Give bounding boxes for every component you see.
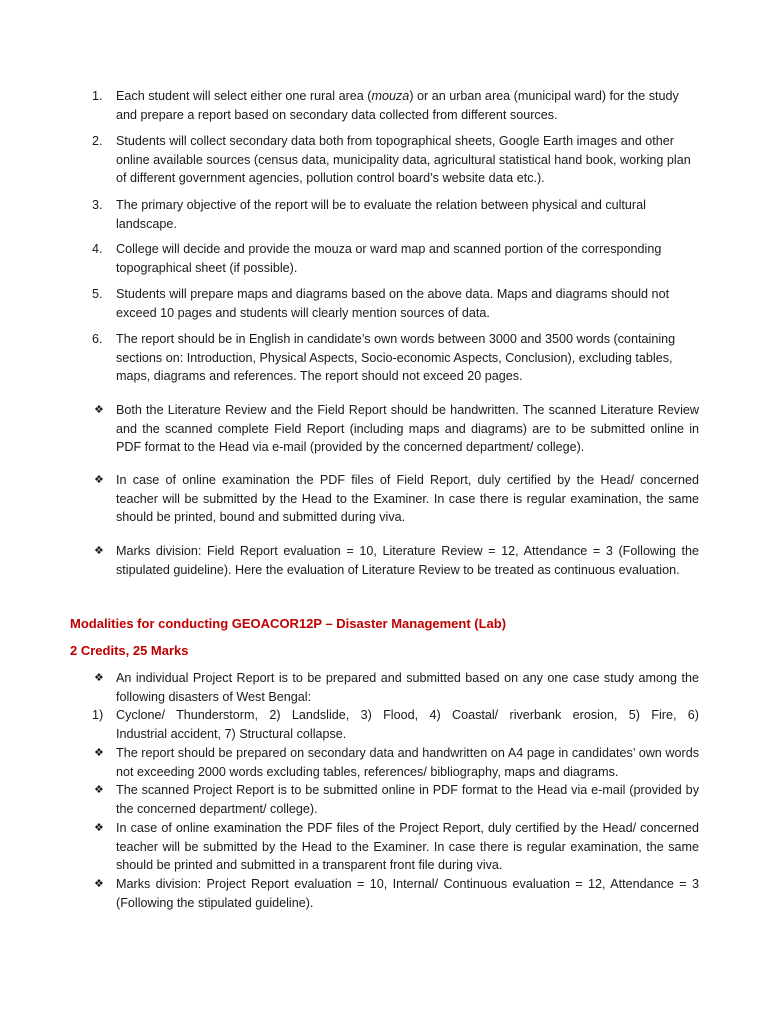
bullet-item-marks-division-project	[94, 875, 699, 912]
bullet-text: The report should be prepared on secondary data and handwritten on A4 page in candidates’ own words not exceeding 2000 words excluding tables, references/ bibliography, maps and diagrams.	[116, 746, 699, 779]
diamond-bullet-icon: ❖	[94, 672, 104, 684]
credits-heading: 2 Credits, 25 Marks	[70, 643, 189, 658]
bullet-text: An individual Project Report is to be prepared and submitted based on any one case study among the following disasters of West Bengal:	[116, 671, 699, 704]
disaster-list-line: Industrial accident, 7) Structural collapse.	[116, 726, 347, 741]
diamond-bullet-icon: ❖	[94, 545, 104, 557]
item-number: 1.	[92, 89, 103, 103]
bullet-text: In case of online examination the PDF files of the Project Report, duly certified by the Head/ concerned teacher will be submitted by the Head to the Examiner. In case there is regular examination, the same should be printed and submitted in a transparent front file during viva.	[116, 821, 699, 873]
list-number: 1)	[92, 708, 104, 722]
item-number: 4.	[92, 242, 103, 256]
item-number: 6.	[92, 332, 103, 346]
numbered-item-2	[92, 132, 698, 188]
bullet-item-secondary-data	[94, 744, 699, 781]
numbered-item-1: 1. Each student will select either one rural area (mouza) or an urban area (municipal ward) for the study and prepare a report based on secondary data collected from different sources.	[92, 89, 679, 122]
bullet-text: Marks division: Project Report evaluation = 10, Internal/ Continuous evaluation = 12, Attendance = 3 (Following the stipulated guideline).	[116, 877, 699, 910]
item-text: Students will prepare maps and diagrams based on the above data. Maps and diagrams should not exceed 10 pages and students will clearly mention sources of data.	[116, 287, 670, 320]
item-text: College will decide and provide the mouza or ward map and scanned portion of the corresponding topographical sheet (if possible).	[116, 242, 662, 275]
item-number: 5.	[92, 287, 103, 301]
item-text: The report should be in English in candidate’s own words between 3000 and 3500 words (containing sections on: Introduction, Physical Aspects, Socio-economic Aspects, Conclusion), excluding tables, maps, diagrams and references. The report should not exceed 20 pages.	[116, 332, 676, 384]
diamond-bullet-icon: ❖	[94, 822, 104, 834]
bullet-item-handwritten	[94, 401, 699, 457]
bullet-item-scanned-report	[94, 781, 699, 818]
diamond-bullet-icon: ❖	[94, 747, 104, 759]
item-text: Students will collect secondary data both from topographical sheets, Google Earth images and other online available sources (census data, municipality data, agricultural statistical hand book, working plan of different government agencies, pollution control board’s website data etc.).	[116, 134, 691, 186]
bullet-item-project-intro	[94, 669, 699, 706]
item-text: The primary objective of the report will be to evaluate the relation between physical and cultural landscape.	[116, 198, 646, 231]
diamond-bullet-icon: ❖	[94, 784, 104, 796]
disaster-list	[92, 706, 699, 743]
numbered-item-5	[92, 285, 698, 322]
bullet-text: In case of online examination the PDF files of Field Report, duly certified by the Head/ concerned teacher will be submitted by the Head to the Examiner. In case there is regular examination, the same should be printed, bound and submitted during viva.	[116, 473, 699, 525]
bullet-item-online-exam-project	[94, 819, 699, 875]
section-heading: Modalities for conducting GEOACOR12P – Disaster Management (Lab)	[70, 616, 507, 631]
diamond-bullet-icon: ❖	[94, 474, 104, 486]
disaster-list-line: Cyclone/ Thunderstorm, 2) Landslide, 3) Flood, 4) Coastal/ riverbank erosion, 5) Fire, 6)	[116, 708, 699, 722]
item-number: 3.	[92, 198, 103, 212]
diamond-bullet-icon: ❖	[94, 878, 104, 890]
bullet-text: Both the Literature Review and the Field Report should be handwritten. The scanned Literature Review and the scanned complete Field Report (including maps and diagrams) are to be submitted online in PDF format to the Head via e-mail (provided by the concerned department/ college).	[116, 403, 699, 455]
bullet-item-online-exam	[94, 471, 699, 527]
bullet-item-marks-division	[94, 542, 699, 579]
bullet-text: Marks division: Field Report evaluation = 10, Literature Review = 12, Attendance = 3 (Following the stipulated guideline). Here the evaluation of Literature Review to be treated as continuous evaluation.	[116, 544, 699, 577]
numbered-item-3	[92, 196, 698, 233]
diamond-bullet-icon: ❖	[94, 404, 104, 416]
numbered-item-6	[92, 330, 698, 386]
item-number: 2.	[92, 134, 103, 148]
bullet-text: The scanned Project Report is to be submitted online in PDF format to the Head via e-mail (provided by the concerned department/ college).	[116, 783, 699, 816]
numbered-item-4	[92, 240, 698, 277]
